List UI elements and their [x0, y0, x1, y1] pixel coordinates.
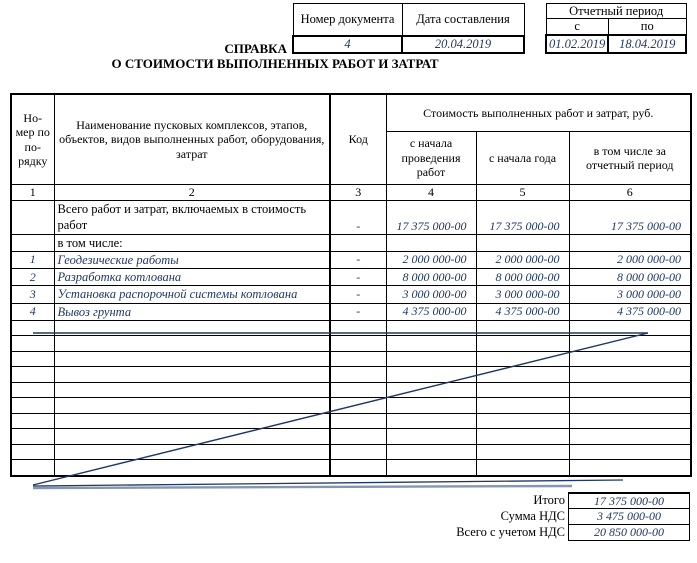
- code-cell: -: [330, 303, 386, 320]
- doc-date-label: Дата составления: [402, 4, 524, 37]
- value-period-cell: [569, 351, 691, 367]
- row-number-cell: [11, 234, 54, 251]
- table-row-empty: [11, 413, 691, 429]
- row-number-cell: [11, 429, 54, 445]
- table-row-item: [11, 303, 691, 320]
- code-cell: -: [330, 286, 386, 303]
- value-start-works-cell: [386, 444, 476, 460]
- table-row-empty: [11, 398, 691, 414]
- column-index-3: 3: [330, 185, 386, 201]
- value-start-year-cell: [476, 429, 569, 445]
- period-from-value: 01.02.2019: [546, 35, 608, 53]
- code-cell: [330, 320, 386, 336]
- row-number-cell: 2: [11, 269, 54, 286]
- value-start-works-cell: [386, 382, 476, 398]
- value-start-works-cell: [386, 460, 476, 476]
- code-cell: [330, 336, 386, 352]
- value-period-cell: 2 000 000-00: [569, 251, 691, 268]
- work-name-cell: [54, 367, 330, 383]
- table-row-empty: [11, 336, 691, 352]
- row-number-cell: [11, 320, 54, 336]
- code-cell: [330, 413, 386, 429]
- code-cell: [330, 234, 386, 251]
- value-start-year-cell: [476, 351, 569, 367]
- header-row-1: [11, 94, 691, 132]
- row-number-cell: [11, 398, 54, 414]
- code-cell: [330, 367, 386, 383]
- table-row-item: [11, 286, 691, 303]
- work-name-cell: Вывоз грунта: [54, 303, 330, 320]
- row-number-cell: [11, 460, 54, 476]
- period-value-row: [546, 35, 686, 53]
- col-number-header: Но-мер по по-рядку: [11, 94, 54, 185]
- row-number-cell: [11, 201, 54, 235]
- value-start-works-cell: [386, 413, 476, 429]
- table-row-empty: [11, 351, 691, 367]
- summary-row: [0, 492, 690, 509]
- summary-label: Сумма НДС: [500, 509, 565, 523]
- value-period-cell: 17 375 000-00: [569, 201, 691, 235]
- value-start-year-cell: 17 375 000-00: [476, 201, 569, 235]
- period-to-value: 18.04.2019: [608, 35, 686, 53]
- value-start-year-cell: 2 000 000-00: [476, 251, 569, 268]
- summary-value: 20 850 000-00: [568, 524, 690, 541]
- value-start-works-cell: [386, 336, 476, 352]
- row-number-cell: [11, 367, 54, 383]
- code-cell: [330, 429, 386, 445]
- value-period-cell: [569, 444, 691, 460]
- work-name-cell: [54, 444, 330, 460]
- value-start-works-cell: [386, 234, 476, 251]
- work-name-cell: [54, 413, 330, 429]
- value-start-year-cell: [476, 398, 569, 414]
- value-period-cell: 4 375 000-00: [569, 303, 691, 320]
- row-number-cell: 1: [11, 251, 54, 268]
- value-period-cell: [569, 382, 691, 398]
- cost-group-header: Стоимость выполненных работ и затрат, руб.: [386, 94, 691, 132]
- value-start-year-cell: [476, 413, 569, 429]
- z-bottom-light-line: [33, 486, 572, 488]
- work-name-cell: в том числе:: [54, 234, 330, 251]
- page-title: О СТОИМОСТИ ВЫПОЛНЕННЫХ РАБОТ И ЗАТРАТ: [111, 56, 439, 71]
- row-number-cell: 3: [11, 286, 54, 303]
- value-start-works-cell: 8 000 000-00: [386, 269, 476, 286]
- work-name-cell: [54, 336, 330, 352]
- value-period-cell: [569, 320, 691, 336]
- value-period-cell: [569, 413, 691, 429]
- work-name-cell: [54, 320, 330, 336]
- row-number-cell: [11, 351, 54, 367]
- summary-row: [0, 508, 690, 525]
- value-period-cell: 3 000 000-00: [569, 286, 691, 303]
- value-period-cell: 8 000 000-00: [569, 269, 691, 286]
- row-number-cell: 4: [11, 303, 54, 320]
- column-index-5: 5: [476, 185, 569, 201]
- value-period-cell: [569, 234, 691, 251]
- doc-number-value: 4: [293, 36, 402, 53]
- summary-value: 17 375 000-00: [568, 492, 690, 509]
- value-period-cell: [569, 398, 691, 414]
- table-row-item: [11, 269, 691, 286]
- reporting-period-box: [545, 3, 687, 54]
- table-row-empty: [11, 382, 691, 398]
- table-row-empty: [11, 460, 691, 476]
- summary-row: [0, 524, 690, 541]
- works-table-body: [11, 201, 691, 476]
- column-index-6: 6: [569, 185, 691, 201]
- value-period-cell: [569, 460, 691, 476]
- code-cell: [330, 460, 386, 476]
- column-index-row: [11, 185, 691, 201]
- code-cell: -: [330, 251, 386, 268]
- value-start-works-cell: 3 000 000-00: [386, 286, 476, 303]
- work-name-cell: Геодезические работы: [54, 251, 330, 268]
- col-start-works-header: с начала проведения работ: [386, 132, 476, 185]
- row-number-cell: [11, 444, 54, 460]
- code-cell: [330, 444, 386, 460]
- table-row-empty: [11, 444, 691, 460]
- value-start-year-cell: [476, 234, 569, 251]
- table-row-item: [11, 251, 691, 268]
- table-row-empty: [11, 367, 691, 383]
- value-start-year-cell: [476, 320, 569, 336]
- period-from-label: с: [546, 19, 608, 35]
- value-start-works-cell: [386, 320, 476, 336]
- row-number-cell: [11, 336, 54, 352]
- col-code-header: Код: [330, 94, 386, 185]
- value-start-year-cell: [476, 336, 569, 352]
- z-bottom-line: [33, 480, 623, 486]
- work-name-cell: [54, 351, 330, 367]
- work-name-cell: Установка распорочной системы котлована: [54, 286, 330, 303]
- value-start-works-cell: 17 375 000-00: [386, 201, 476, 235]
- col-start-year-header: с начала года: [476, 132, 569, 185]
- period-sub-row: [546, 19, 686, 35]
- code-cell: -: [330, 201, 386, 235]
- period-to-label: по: [608, 19, 686, 35]
- period-title-row: [546, 4, 686, 19]
- doc-box-header-row: [293, 4, 524, 37]
- code-cell: -: [330, 269, 386, 286]
- works-table-header: [11, 94, 691, 201]
- doc-date-value: 20.04.2019: [402, 36, 524, 53]
- summary-label: Итого: [533, 493, 565, 507]
- work-name-cell: [54, 382, 330, 398]
- value-start-works-cell: 4 375 000-00: [386, 303, 476, 320]
- value-start-works-cell: 2 000 000-00: [386, 251, 476, 268]
- value-start-year-cell: [476, 382, 569, 398]
- document-number-box: [292, 3, 525, 54]
- value-start-works-cell: [386, 398, 476, 414]
- column-index-1: 1: [11, 185, 54, 201]
- row-number-cell: [11, 382, 54, 398]
- doc-number-label: Номер документа: [293, 4, 402, 37]
- value-start-year-cell: 4 375 000-00: [476, 303, 569, 320]
- table-row-total: [11, 201, 691, 235]
- value-start-year-cell: 8 000 000-00: [476, 269, 569, 286]
- value-start-works-cell: [386, 429, 476, 445]
- value-start-works-cell: [386, 367, 476, 383]
- document-title-word: СПРАВКА: [224, 41, 287, 56]
- column-index-2: 2: [54, 185, 330, 201]
- work-name-cell: Разработка котлована: [54, 269, 330, 286]
- doc-box-value-row: [293, 36, 524, 53]
- value-start-year-cell: 3 000 000-00: [476, 286, 569, 303]
- value-period-cell: [569, 429, 691, 445]
- code-cell: [330, 398, 386, 414]
- value-start-works-cell: [386, 351, 476, 367]
- table-row-empty: [11, 429, 691, 445]
- row-number-cell: [11, 413, 54, 429]
- work-name-cell: [54, 398, 330, 414]
- totals-summary: [0, 493, 690, 541]
- works-cost-table: [10, 93, 692, 477]
- value-start-year-cell: [476, 444, 569, 460]
- period-title: Отчетный период: [546, 4, 686, 19]
- work-name-cell: Всего работ и затрат, включаемых в стоимость работ: [54, 201, 330, 235]
- summary-value: 3 475 000-00: [568, 508, 690, 525]
- col-name-header: Наименование пусковых комплексов, этапов, объектов, видов выполненных работ, оборудования, затрат: [54, 94, 330, 185]
- table-row-empty: [11, 320, 691, 336]
- value-period-cell: [569, 336, 691, 352]
- value-period-cell: [569, 367, 691, 383]
- summary-label: Всего с учетом НДС: [456, 525, 565, 539]
- col-period-header: в том числе за отчетный период: [569, 132, 691, 185]
- work-name-cell: [54, 460, 330, 476]
- work-name-cell: [54, 429, 330, 445]
- code-cell: [330, 351, 386, 367]
- value-start-year-cell: [476, 460, 569, 476]
- table-row-subhead: [11, 234, 691, 251]
- code-cell: [330, 382, 386, 398]
- column-index-4: 4: [386, 185, 476, 201]
- value-start-year-cell: [476, 367, 569, 383]
